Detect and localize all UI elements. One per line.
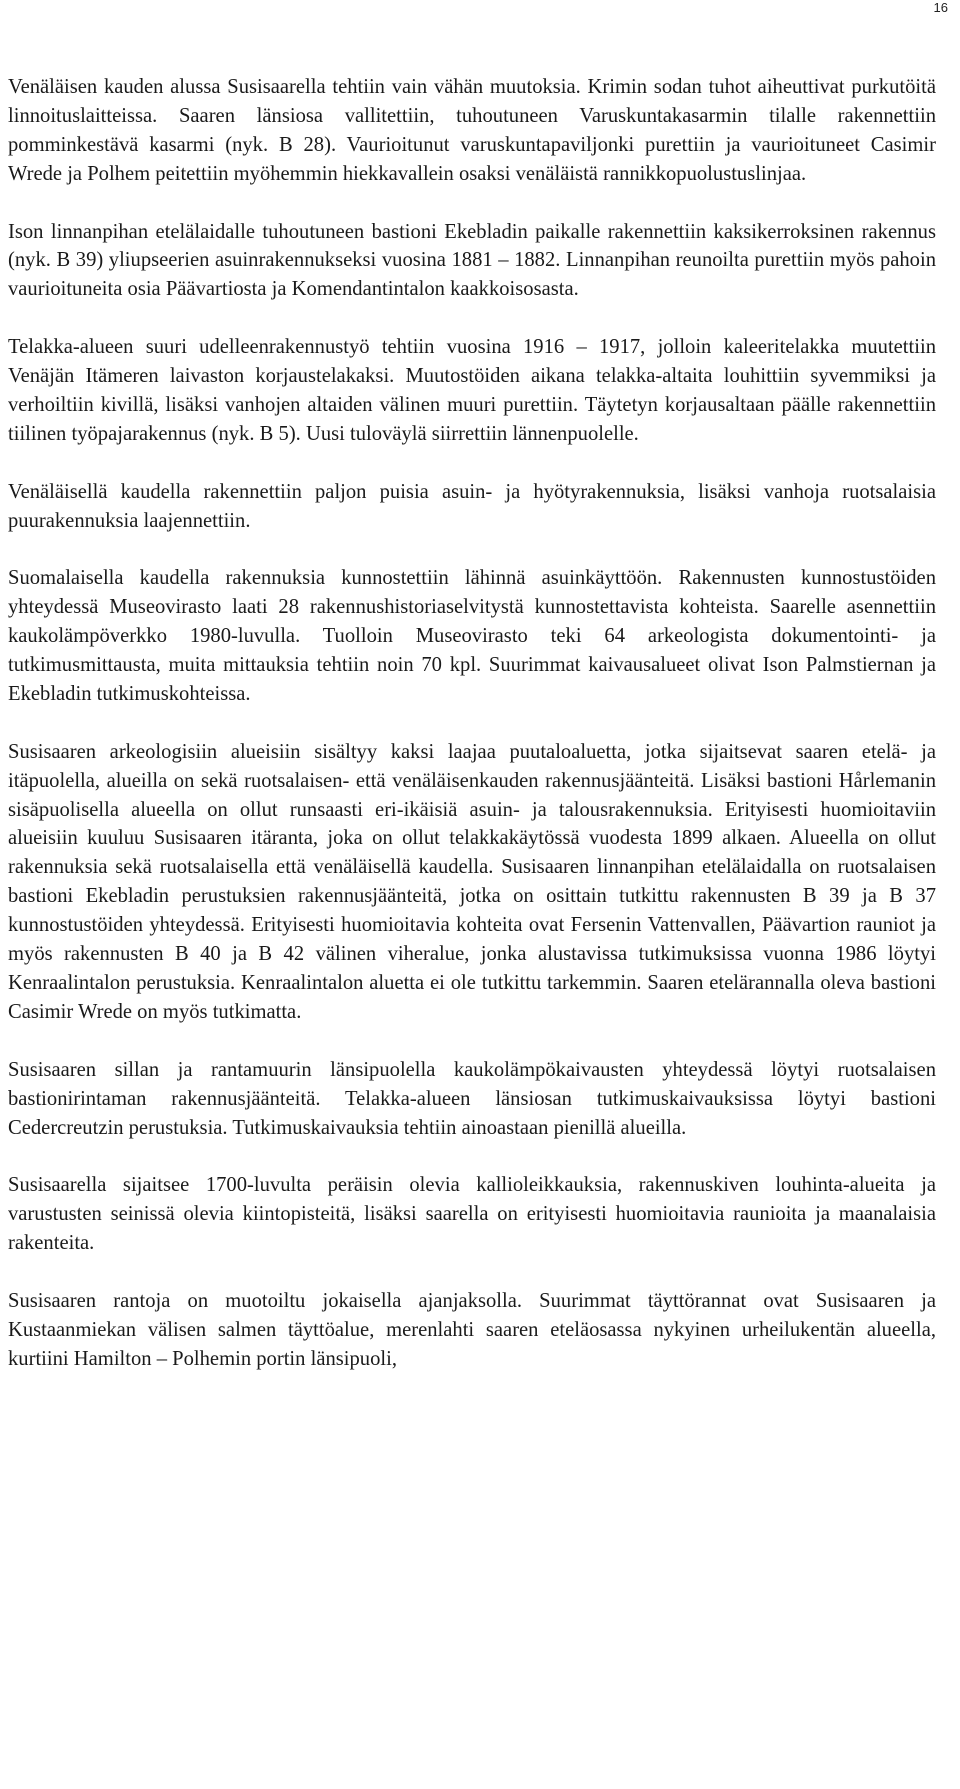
paragraph: Susisaaren sillan ja rantamuurin länsipuolella kaukolämpökaivausten yhteydessä löytyi ruotsalaisen bastionirintaman rakennusjäänteitä. Telakka-alueen länsiosan tutkimuskaivauksissa löytyi bastioni Cedercreutzin perustuksia. Tutkimuskaivauksia tehtiin ainoastaan pienillä alueilla. [8, 1058, 936, 1139]
page-number: 16 [933, 0, 948, 15]
paragraph: Venäläisen kauden alussa Susisaarella tehtiin vain vähän muutoksia. Krimin sodan tuhot aiheuttivat purkutöitä linnoituslaitteissa. Saaren länsiosa vallitettiin, tuhoutuneen Varuskuntakasarmin tilalle rakennettiin pomminkestävä kasarmi (nyk. B 28). Vaurioitunut varuskuntapaviljonki purettiin ja vaurioituneet Casimir Wrede ja Polhem peitettiin myöhemmin hiekkavallein osaksi venäläistä rannikkopuolustuslinjaa. [8, 76, 936, 185]
document-body [8, 73, 936, 1403]
paragraph: Ison linnanpihan etelälaidalle tuhoutuneen bastioni Ekebladin paikalle rakennettiin kaksikerroksinen rakennus (nyk. B 39) yliupseerien asuinrakennukseksi vuosina 1881 – 1882. Linnanpihan reunoilta purettiin myös pahoin vaurioituneita osia Päävartiosta ja Komendantintalon kaakkoisosasta. [8, 220, 936, 301]
paragraph: Susisaarella sijaitsee 1700-luvulta peräisin olevia kallioleikkauksia, rakennuskiven louhinta-alueita ja varustusten seinissä olevia kiintopisteitä, lisäksi saarella on erityisesti huomioitavia raunioita ja maanalaisia rakenteita. [8, 1174, 936, 1255]
paragraph: Susisaaren rantoja on muotoiltu jokaisella ajanjaksolla. Suurimmat täyttörannat ovat Susisaaren ja Kustaanmiekan välisen salmen täyttöalue, merenlahti saaren eteläosassa nykyinen urheilukentän alueella, kurtiini Hamilton – Polhemin portin länsipuoli, [8, 1289, 936, 1370]
paragraph: Susisaaren arkeologisiin alueisiin sisältyy kaksi laajaa puutaloaluetta, jotka sijaitsevat saaren etelä- ja itäpuolella, alueilla on sekä ruotsalaisen- että venäläisenkauden rakennusjäänteitä. Lisäksi bastioni Hårlemanin sisäpuolisella alueella on ollut runsaasti eri-ikäisiä asuin- ja talousrakennuksia. Erityisesti huomioitaviin alueisiin kuuluu Susisaaren itäranta, joka on ollut telakkakäytössä vuodesta 1899 alkaen. Alueella on ollut rakennuksia sekä ruotsalaisella että venäläisellä kaudella. Susisaaren linnanpihan etelälaidalla on ruotsalaisen bastioni Ekebladin perustuksien rakennusjäänteitä, jotka on osittain tutkittu rakennusten B 39 ja B 37 kunnostustöiden yhteydessä. Erityisesti huomioitavia kohteita ovat Fersenin Vattenvallen, Päävartion rauniot ja myös rakennusten B 40 ja B 42 välinen viheralue, jonka alustavissa tutkimuksissa vuonna 1986 löytyi Kenraalintalon perustuksia. Kenraalintalon aluetta ei ole tutkittu tarkemmin. Saaren etelärannalla oleva bastioni Casimir Wrede on myös tutkimatta. [8, 740, 936, 1023]
paragraph: Suomalaisella kaudella rakennuksia kunnostettiin lähinnä asuinkäyttöön. Rakennusten kunnostustöiden yhteydessä Museovirasto laati 28 rakennushistoriaselvitystä kunnostettavista kohteista. Saarelle asennettiin kaukolämpöverkko 1980-luvulla. Tuolloin Museovirasto teki 64 arkeologista dokumentointi- ja tutkimusmittausta, muita mittauksia tehtiin noin 70 kpl. Suurimmat kaivausalueet olivat Ison Palmstiernan ja Ekebladin tutkimuskohteissa. [8, 567, 936, 705]
paragraph: Telakka-alueen suuri udelleenrakennustyö tehtiin vuosina 1916 – 1917, jolloin kaleeritelakka muutettiin Venäjän Itämeren laivaston korjaustelakaksi. Muutostöiden aikana telakka-altaita louhittiin syvemmiksi ja verhoiltiin kivillä, lisäksi vanhojen altaiden välinen muuri purettiin. Täytetyn korjausaltaan päälle rakennettiin tiilinen työpajarakennus (nyk. B 5). Uusi tuloväylä siirrettiin lännenpuolelle. [8, 336, 936, 445]
paragraph: Venäläisellä kaudella rakennettiin paljon puisia asuin- ja hyötyrakennuksia, lisäksi vanhoja ruotsalaisia puurakennuksia laajennettiin. [8, 480, 936, 532]
